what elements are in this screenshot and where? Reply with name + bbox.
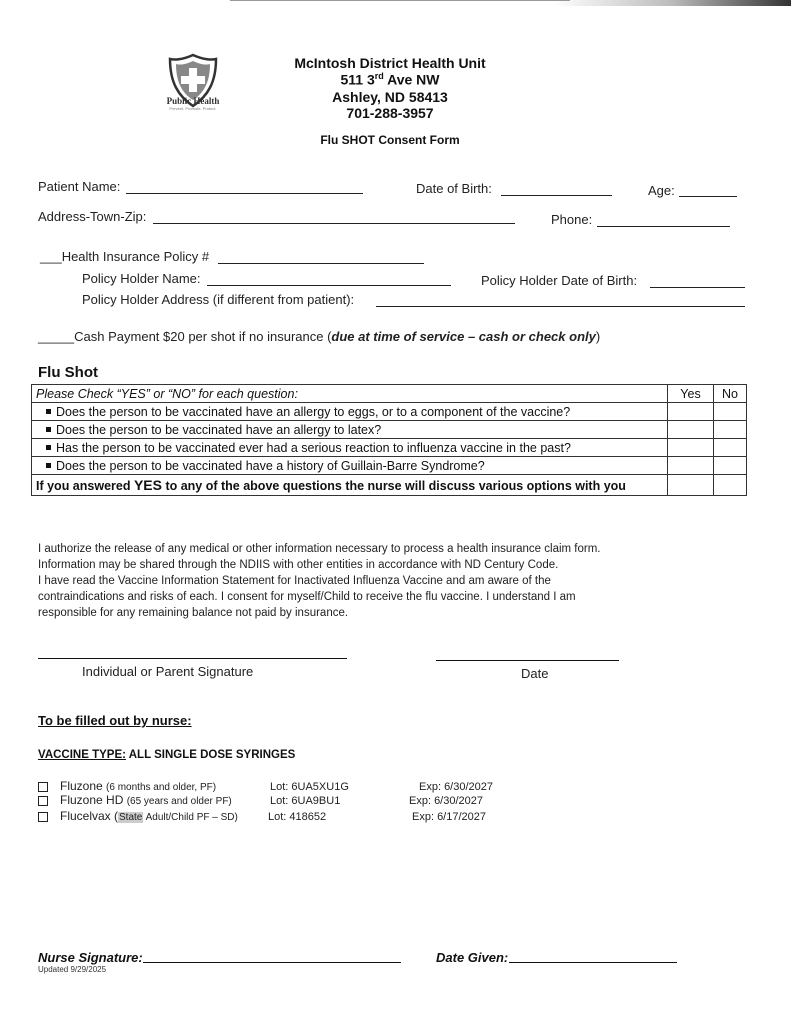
holder-address-label: Policy Holder Address (if different from patient):	[82, 292, 355, 307]
patient-name-label: Patient Name:	[38, 179, 121, 194]
parent-signature-label: Individual or Parent Signature	[82, 664, 254, 679]
table-instructions: Please Check “YES” or “NO” for each question:	[32, 385, 668, 403]
vaccine-state: State	[119, 812, 143, 823]
date-given-field[interactable]	[509, 962, 677, 963]
phone-label: Phone:	[551, 212, 593, 227]
vaccine-name: Fluzone	[60, 779, 103, 793]
flucelvax-checkbox[interactable]	[38, 812, 48, 822]
yes-column-header: Yes	[668, 385, 714, 403]
yes-checkbox[interactable]	[668, 439, 714, 457]
table-row	[32, 439, 747, 457]
org-name: McIntosh District Health Unit	[294, 55, 486, 71]
nurse-signature-label: Nurse Signature:	[38, 950, 143, 965]
fluzone-checkbox[interactable]	[38, 782, 48, 792]
vaccine-option-fluzone-hd	[38, 793, 232, 807]
age-label: Age:	[648, 183, 675, 198]
bullet-icon	[46, 409, 51, 414]
yes-checkbox[interactable]	[668, 421, 714, 439]
vaccine-name: Fluzone HD	[60, 793, 124, 807]
question-cell: Does the person to be vaccinated have a history of Guillain-Barre Syndrome?	[32, 457, 668, 475]
nurse-heading: To be filled out by nurse:	[38, 713, 192, 728]
no-checkbox[interactable]	[714, 457, 747, 475]
vaccine-exp: Exp: 6/30/2027	[409, 795, 484, 807]
section-title: Flu Shot	[38, 364, 98, 381]
vaccine-detail: Adult/Child PF – SD)	[143, 812, 238, 823]
table-footer-row	[32, 475, 747, 496]
insurance-policy-label: ___Health Insurance Policy #	[40, 249, 210, 264]
org-address: 511 3rd Ave NW	[340, 71, 440, 88]
signature-date-label: Date	[521, 666, 549, 681]
parent-signature-field[interactable]	[38, 658, 347, 659]
bullet-icon	[46, 445, 51, 450]
vaccine-exp: Exp: 6/17/2027	[412, 811, 487, 823]
table-row	[32, 457, 747, 475]
holder-dob-label: Policy Holder Date of Birth:	[481, 273, 638, 288]
vaccine-lot: Lot: 6UA5XU1G	[270, 781, 349, 793]
holder-name-field[interactable]	[207, 285, 451, 286]
phone-field[interactable]	[597, 226, 730, 227]
vaccine-detail: (6 months and older, PF)	[106, 782, 217, 793]
fluzone-hd-checkbox[interactable]	[38, 796, 48, 806]
footer-note: If you answered YES to any of the above questions the nurse will discuss various options with you	[32, 475, 668, 496]
vaccine-lot: Lot: 6UA9BU1	[270, 795, 341, 807]
bullet-icon	[46, 463, 51, 468]
org-city: Ashley, ND 58413	[332, 89, 448, 105]
vaccine-name: Flucelvax (	[60, 809, 119, 823]
age-field[interactable]	[679, 196, 737, 197]
table-row	[32, 403, 747, 421]
address-label: Address-Town-Zip:	[38, 209, 147, 224]
no-column-header: No	[714, 385, 747, 403]
auth-line: I authorize the release of any medical or other information necessary to process a health insurance claim form.	[38, 543, 601, 555]
cash-payment-line: _____Cash Payment $20 per shot if no insurance (due at time of service – cash or check only)	[38, 329, 601, 344]
question-cell: Does the person to be vaccinated have an allergy to latex?	[32, 421, 668, 439]
question-cell: Has the person to be vaccinated ever had a serious reaction to influenza vaccine in the past?	[32, 439, 668, 457]
form-title: Flu SHOT Consent Form	[320, 133, 460, 147]
auth-line: I have read the Vaccine Information Statement for Inactivated Influenza Vaccine and am aware of the	[38, 575, 551, 587]
footer-no-cell	[714, 475, 747, 496]
yes-checkbox[interactable]	[668, 457, 714, 475]
holder-dob-field[interactable]	[650, 287, 745, 288]
yes-checkbox[interactable]	[668, 403, 714, 421]
footer-yes-cell	[668, 475, 714, 496]
vaccine-lot: Lot: 418652	[268, 811, 327, 823]
dob-label: Date of Birth:	[416, 181, 492, 196]
updated-date: Updated 9/29/2025	[38, 965, 107, 974]
scan-line	[230, 0, 570, 1]
nurse-signature-field[interactable]	[143, 962, 401, 963]
auth-line: responsible for any remaining balance not paid by insurance.	[38, 607, 349, 619]
vaccine-type: VACCINE TYPE: ALL SINGLE DOSE SYRINGES	[38, 749, 296, 761]
logo-text: Public Health	[166, 96, 220, 106]
patient-name-field[interactable]	[126, 193, 363, 194]
vaccine-exp: Exp: 6/30/2027	[419, 781, 494, 793]
holder-address-field[interactable]	[376, 306, 745, 307]
table-header-row	[32, 385, 747, 403]
logo-tagline: Prevent. Promote. Protect.	[169, 106, 217, 111]
address-field[interactable]	[153, 223, 515, 224]
table-row	[32, 421, 747, 439]
vaccine-option-fluzone	[38, 779, 216, 793]
no-checkbox[interactable]	[714, 439, 747, 457]
insurance-policy-field[interactable]	[218, 263, 424, 264]
vaccine-option-flucelvax	[38, 809, 238, 823]
authorization-text	[38, 541, 678, 621]
question-cell: Does the person to be vaccinated have an allergy to eggs, or to a component of the vaccine?	[32, 403, 668, 421]
signature-date-field[interactable]	[436, 660, 619, 661]
no-checkbox[interactable]	[714, 421, 747, 439]
bullet-icon	[46, 427, 51, 432]
vaccine-detail: (65 years and older PF)	[126, 796, 232, 807]
auth-line: contraindications and risks of each. I consent for myself/Child to receive the flu vaccine. I understand I am	[38, 591, 576, 603]
date-given-label: Date Given:	[436, 950, 509, 965]
no-checkbox[interactable]	[714, 403, 747, 421]
holder-name-label: Policy Holder Name:	[82, 271, 201, 286]
screening-table	[31, 384, 747, 496]
auth-line: Information may be shared through the NDIIS with other entities in accordance with ND Century Code.	[38, 559, 559, 571]
dob-field[interactable]	[501, 195, 612, 196]
org-phone: 701-288-3957	[346, 105, 434, 121]
